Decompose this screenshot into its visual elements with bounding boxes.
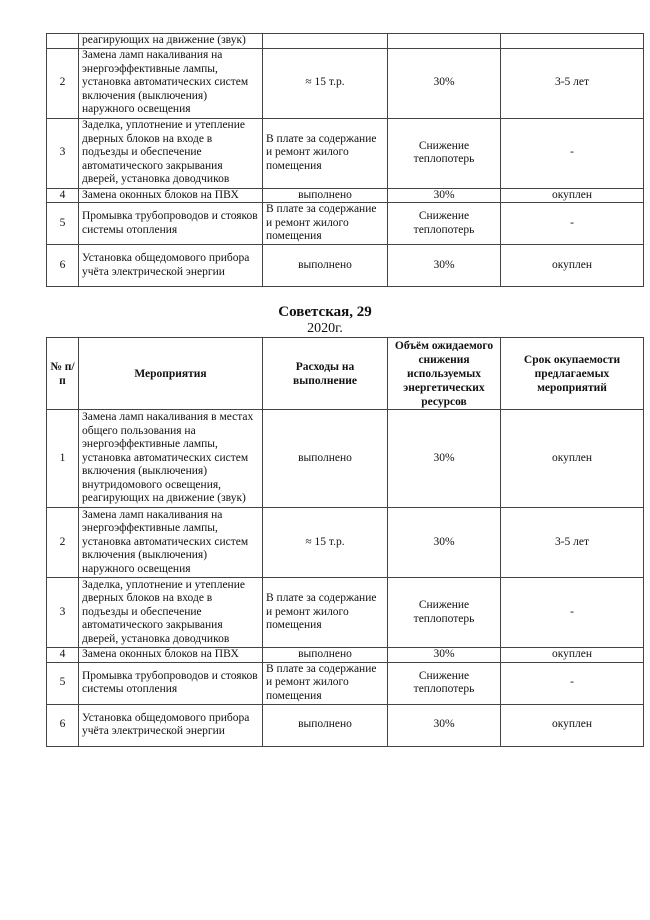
row-action: Замена ламп накаливания в местах общего пользования на энергоэффективные лампы, установка автоматических систем включения (выключения) внутридомового освещения, реагирующих на движение (звук) xyxy=(79,410,263,508)
row-number: 3 xyxy=(47,578,79,648)
row-cost: выполнено xyxy=(263,704,388,746)
row-reduction: Снижение теплопотерь xyxy=(388,203,501,245)
row-payback: - xyxy=(501,118,644,188)
row-reduction: 30% xyxy=(388,48,501,118)
row-number: 4 xyxy=(47,188,79,203)
row-number: 5 xyxy=(47,203,79,245)
row-number: 6 xyxy=(47,704,79,746)
table-row xyxy=(47,578,644,648)
row-reduction: 30% xyxy=(388,648,501,663)
row-action: Заделка, уплотнение и утепление дверных блоков на входе в подъезды и обеспечение автоматического закрывания дверей, установка доводчиков xyxy=(79,118,263,188)
table-row xyxy=(47,48,644,118)
row-cost: В плате за содержание и ремонт жилого помещения xyxy=(263,662,388,704)
table-row xyxy=(47,188,644,203)
row-action: реагирующих на движение (звук) xyxy=(79,34,263,49)
table-row xyxy=(47,704,644,746)
row-payback: 3-5 лет xyxy=(501,48,644,118)
row-payback: окуплен xyxy=(501,188,644,203)
row-payback: окуплен xyxy=(501,410,644,508)
row-action: Заделка, уплотнение и утепление дверных блоков на входе в подъезды и обеспечение автоматического закрывания дверей, установка доводчиков xyxy=(79,578,263,648)
section-title: Советская, 29 xyxy=(278,304,372,320)
row-number xyxy=(47,34,79,49)
header-reduction: Объём ожидаемого снижения используемых энергетических ресурсов xyxy=(388,338,501,410)
row-payback: окуплен xyxy=(501,704,644,746)
table-row xyxy=(47,118,644,188)
row-number: 5 xyxy=(47,662,79,704)
row-payback: - xyxy=(501,203,644,245)
row-payback: окуплен xyxy=(501,245,644,287)
row-payback xyxy=(501,34,644,49)
row-reduction: Снижение теплопотерь xyxy=(388,662,501,704)
header-payback: Срок окупаемости предлагаемых мероприятий xyxy=(501,338,644,410)
table-row xyxy=(47,648,644,663)
row-payback: окуплен xyxy=(501,648,644,663)
row-cost: выполнено xyxy=(263,410,388,508)
header-number: № п/п xyxy=(47,338,79,410)
row-action: Промывка трубопроводов и стояков системы отопления xyxy=(79,203,263,245)
row-number: 4 xyxy=(47,648,79,663)
table-row xyxy=(47,34,644,49)
header-cost: Расходы на выполнение xyxy=(263,338,388,410)
row-cost: ≈ 15 т.р. xyxy=(263,48,388,118)
section-year: 2020г. xyxy=(307,321,343,336)
row-cost: выполнено xyxy=(263,245,388,287)
row-payback: - xyxy=(501,578,644,648)
row-number: 6 xyxy=(47,245,79,287)
row-reduction: 30% xyxy=(388,704,501,746)
row-reduction: Снижение теплопотерь xyxy=(388,118,501,188)
table-row xyxy=(47,410,644,508)
row-cost: В плате за содержание и ремонт жилого помещения xyxy=(263,118,388,188)
table-row xyxy=(47,508,644,578)
row-payback: 3-5 лет xyxy=(501,508,644,578)
row-reduction: 30% xyxy=(388,410,501,508)
row-reduction: Снижение теплопотерь xyxy=(388,578,501,648)
row-action: Замена ламп накаливания на энергоэффективные лампы, установка автоматических систем включения (выключения) наружного освещения xyxy=(79,508,263,578)
row-action: Замена оконных блоков на ПВХ xyxy=(79,648,263,663)
row-number: 3 xyxy=(47,118,79,188)
row-cost: В плате за содержание и ремонт жилого помещения xyxy=(263,203,388,245)
row-action: Установка общедомового прибора учёта электрической энергии xyxy=(79,704,263,746)
row-action: Установка общедомового прибора учёта электрической энергии xyxy=(79,245,263,287)
measures-table-continued xyxy=(46,33,644,287)
row-reduction: 30% xyxy=(388,508,501,578)
table-row xyxy=(47,203,644,245)
row-action: Замена ламп накаливания на энергоэффективные лампы, установка автоматических систем включения (выключения) наружного освещения xyxy=(79,48,263,118)
header-action: Мероприятия xyxy=(79,338,263,410)
row-cost: выполнено xyxy=(263,188,388,203)
row-cost: В плате за содержание и ремонт жилого помещения xyxy=(263,578,388,648)
row-number: 2 xyxy=(47,508,79,578)
row-number: 1 xyxy=(47,410,79,508)
row-reduction: 30% xyxy=(388,188,501,203)
row-action: Промывка трубопроводов и стояков системы отопления xyxy=(79,662,263,704)
row-reduction: 30% xyxy=(388,245,501,287)
row-cost xyxy=(263,34,388,49)
row-action: Замена оконных блоков на ПВХ xyxy=(79,188,263,203)
table-row xyxy=(47,245,644,287)
row-number: 2 xyxy=(47,48,79,118)
row-reduction xyxy=(388,34,501,49)
table-row xyxy=(47,662,644,704)
row-cost: выполнено xyxy=(263,648,388,663)
row-payback: - xyxy=(501,662,644,704)
measures-table xyxy=(46,337,644,747)
table-header-row xyxy=(47,338,644,410)
row-cost: ≈ 15 т.р. xyxy=(263,508,388,578)
